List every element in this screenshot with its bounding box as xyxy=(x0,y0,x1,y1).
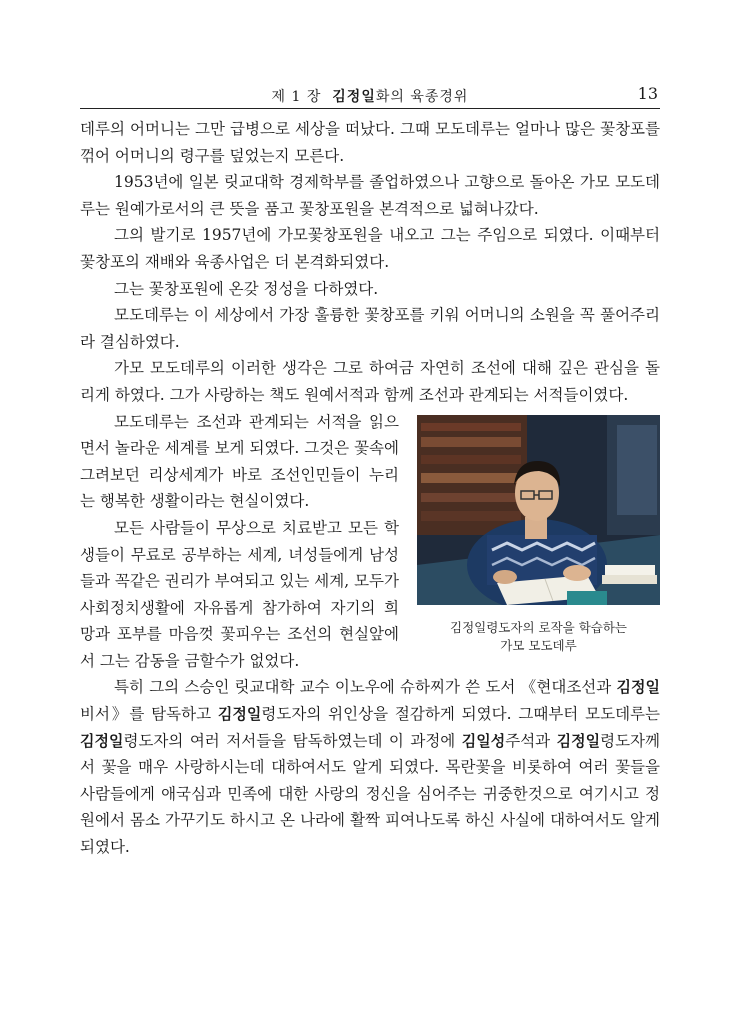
running-header xyxy=(80,84,660,109)
paragraph-2: 1953년에 일본 릿교대학 경제학부를 졸업하였으나 고향으로 돌아온 가모 모도데루는 원예가로서의 큰 뜻을 품고 꽃창포원을 본격적으로 넓혀나갔다. xyxy=(80,173,660,218)
photo-man-reading xyxy=(417,415,660,605)
paragraph-9-text-a: 특히 그의 스승인 릿교대학 교수 이노우에 슈하찌가 쓴 도서 《현대조선과 xyxy=(114,678,617,697)
bold-name: 김정일 xyxy=(616,678,660,697)
paragraph-9-text-f: 주석과 xyxy=(505,731,557,750)
paragraph-5: 모도데루는 이 세상에서 가장 훌륭한 꽃창포를 키워 어머니의 소원을 꼭 풀어주리라 결심하였다. xyxy=(80,306,660,351)
chapter-title-bold: 김정일 xyxy=(332,89,376,105)
paragraph-9-text-g: 령도자께서 꽃을 매우 사랑하시는데 대하여서도 알게 되였다. 목란꽃을 비롯하여 여러 꽃들을 사람들에게 애국심과 민족에 대한 사랑의 정신을 심어주는 귀중한것으로 여기시고 정원에서 몸소 가꾸기도 하시고 온 나라에 활짝 피여나도록 하신 사실에 대하여서도 알게 되였다. xyxy=(80,731,660,857)
page-number: 13 xyxy=(637,84,658,103)
chapter-title xyxy=(80,86,660,106)
caption-line-2: 가모 모도데루 xyxy=(500,637,577,653)
chapter-title-rest: 화의 육종경위 xyxy=(375,89,469,105)
paragraph-9 xyxy=(80,674,660,860)
bold-name: 김정일 xyxy=(556,731,601,750)
paragraph-7: 모도데루는 조선과 관계되는 서적을 읽으면서 놀라운 세계를 보게 되였다. 그것은 꽃속에 그려보던 리상세계가 바로 조선인민들이 누리는 행복한 생활이라는 현실이였다. xyxy=(80,412,399,511)
paragraph-8: 모든 사람들이 무상으로 치료받고 모든 학생들이 무료로 공부하는 세계, 녀성들에게 남성들과 꼭같은 권리가 부여되고 있는 세계, 모두가 사회정치생활에 자유롭게 참가하여 자기의 희망과 포부를 마음껏 꽃피우는 조선의 현실앞에서 그는 감동을 금할수가 없었다. xyxy=(80,518,399,670)
figure-caption xyxy=(417,619,660,655)
bold-name: 김정일 xyxy=(80,731,124,750)
paragraph-6: 가모 모도데루의 이러한 생각은 그로 하여금 자연히 조선에 대해 깊은 관심을 돌리게 하였다. 그가 사랑하는 책도 원예서적과 함께 조선과 관계되는 서적들이였다. xyxy=(80,359,660,404)
bold-name: 김정일 xyxy=(217,705,262,724)
caption-line-1: 김정일령도자의 로작을 학습하는 xyxy=(450,619,627,635)
paragraph-4: 그는 꽃창포원에 온갖 정성을 다하였다. xyxy=(114,279,379,298)
paragraph-9-text-c: 비서》를 탐독하고 xyxy=(80,705,218,724)
chapter-number: 제 1 장 xyxy=(271,89,322,105)
paragraph-9-text-d: 령도자의 위인상을 절감하게 되였다. 그때부터 모도데루는 xyxy=(261,705,661,724)
figure xyxy=(417,415,660,655)
paragraph-9-text-e: 령도자의 여러 저서들을 탐독하였는데 이 과정에 xyxy=(123,731,462,750)
bold-name: 김일성 xyxy=(461,731,506,750)
paragraph-3: 그의 발기로 1957년에 가모꽃창포원을 내오고 그는 주임으로 되였다. 이때부터 꽃창포의 재배와 육종사업은 더 본격화되였다. xyxy=(80,226,660,271)
body-text xyxy=(80,116,660,861)
paragraph-1: 데루의 어머니는 그만 급병으로 세상을 떠났다. 그때 모도데루는 얼마나 많은 꽃창포를 꺾어 어머니의 령구를 덮었는지 모른다. xyxy=(80,120,660,165)
